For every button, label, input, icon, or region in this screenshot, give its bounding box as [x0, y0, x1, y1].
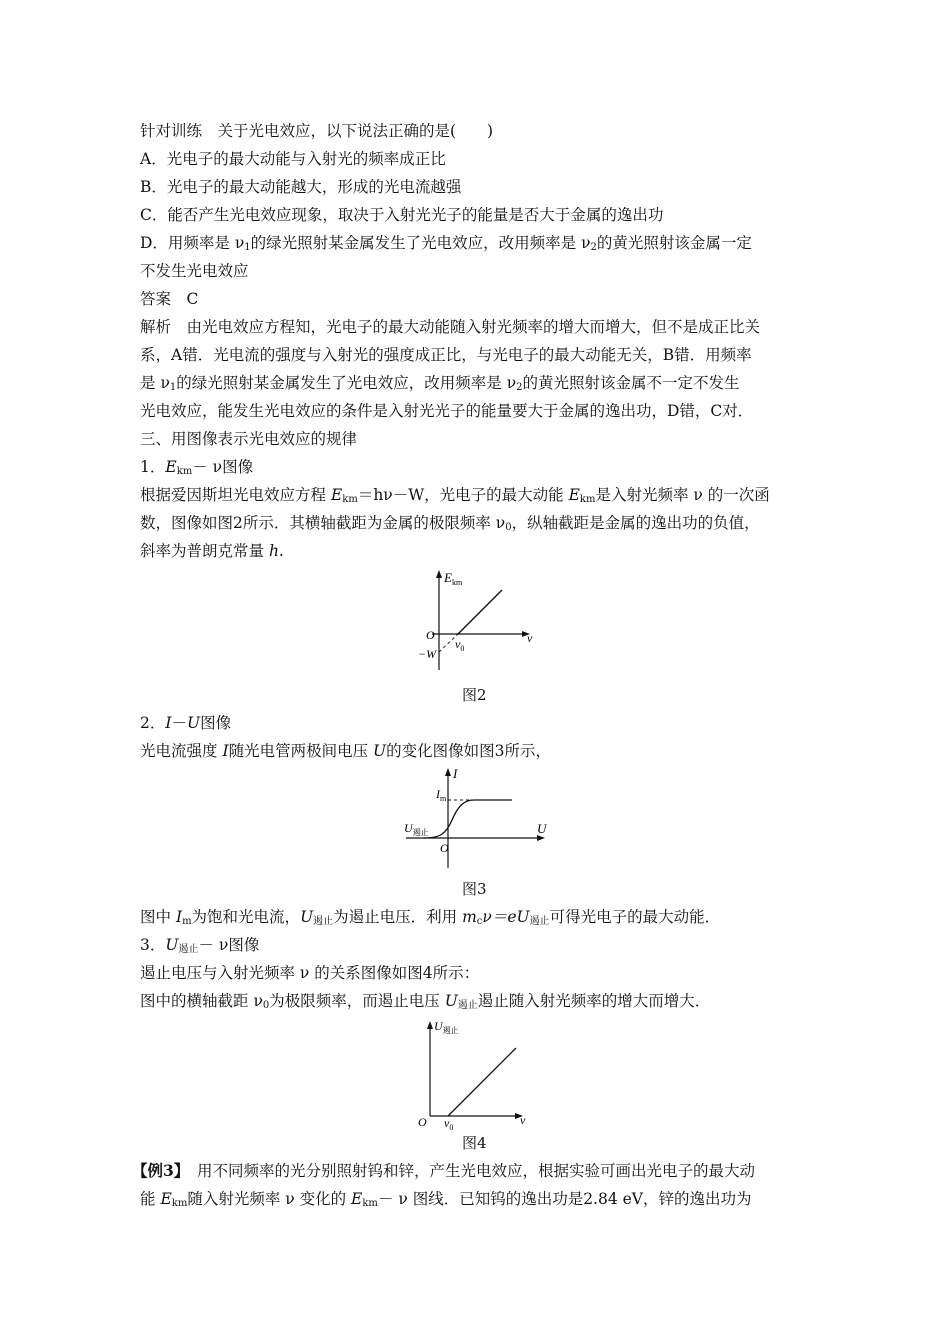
- option-a: A．光电子的最大动能与入射光的频率成正比: [140, 150, 446, 168]
- fig4-x-label: ν: [520, 1113, 526, 1127]
- fig3-y-arrow: [445, 768, 451, 776]
- analysis-line3: 是 $\nu_1$的绿光照射某金属发生了光电效应，改用频率是 $\nu_2$的黄光照射该金属不一定不发生: [140, 374, 740, 393]
- figure-4: [412, 1016, 542, 1130]
- fig4-y-arrow: [427, 1021, 433, 1029]
- fig3-caption: 图3: [462, 880, 487, 898]
- sub1-para-line1: 根据爱因斯坦光电效应方程 $E_{km}=h\nu-W$，光电子的最大动能 $E_{km}$是入射光频率 ν 的一次函: [140, 486, 770, 505]
- option-d-line2: 不发生光电效应: [140, 262, 249, 280]
- figure-3: [402, 764, 562, 874]
- example3-line2: 能 $E_{km}$随入射光频率 ν 变化的 $E_{km}- \nu$ 图线．已知钨的逸出功是2.84 eV，锌的逸出功为: [140, 1190, 752, 1209]
- sub1-heading: 1．$E_{km}- \nu$图像: [140, 458, 254, 477]
- fig4-line: [448, 1048, 516, 1116]
- fig2-solid-line: [458, 590, 502, 634]
- fig3-curve: [424, 800, 512, 838]
- fig4-y-label: $U_{遏止}$: [434, 1019, 459, 1035]
- sub2-heading: 2．I－U图像: [140, 714, 232, 732]
- exercise-question: 针对训练 关于光电效应，以下说法正确的是( ): [140, 122, 494, 140]
- fig4-origin: O: [418, 1115, 427, 1129]
- fig2-x-label: ν: [527, 631, 533, 645]
- option-c: C．能否产生光电效应现象，取决于入射光光子的能量是否大于金属的逸出功: [140, 206, 664, 224]
- sub2-para-line2: 图中 $I_m$为饱和光电流，$U_{遏止}$为遏止电压．利用 $m_c\nu=eU_{遏止}$可得光电子的最大动能．: [140, 908, 721, 927]
- option-d-line1: D．用频率是 $\nu_1$的绿光照射某金属发生了光电效应，改用频率是 $\nu_2$的黄光照射该金属一定: [140, 234, 752, 253]
- fig2-neg-w: −W: [418, 647, 437, 661]
- fig2-caption: 图2: [462, 686, 487, 704]
- fig3-x-label: U: [537, 821, 547, 836]
- sub3-heading: 3．$U_{遏止}- \nu$图像: [140, 936, 260, 955]
- fig3-origin: O: [440, 841, 449, 855]
- fig2-origin: O: [426, 628, 435, 642]
- fig3-ustop-label: $U_{遏止}$: [404, 821, 429, 837]
- option-b: B．光电子的最大动能越大，形成的光电流越强: [140, 178, 462, 196]
- analysis-line1: 解析 由光电效应方程知，光电子的最大动能随入射光频率的增大而增大，但不是成正比关: [140, 318, 761, 336]
- fig4-caption: 图4: [462, 1134, 487, 1152]
- fig3-im-label: $I_m$: [436, 787, 447, 803]
- figure-2: [410, 566, 550, 678]
- analysis-line4: 光电效应，能发生光电效应的条件是入射光光子的能量要大于金属的逸出功，D错，C对．: [140, 402, 754, 420]
- analysis-line2: 系，A错．光电流的强度与入射光的强度成正比，与光电子的最大动能无关，B错．用频率: [140, 346, 752, 364]
- fig2-nu0: $\nu_0$: [455, 637, 465, 653]
- sub2-para-line1: 光电流强度 I随光电管两极间电压 U的变化图像如图3所示，: [140, 742, 551, 760]
- sub1-para-line3: 斜率为普朗克常量 h.: [140, 542, 284, 560]
- fig3-y-label: I: [453, 766, 458, 781]
- section-heading: 三、用图像表示光电效应的规律: [140, 430, 358, 448]
- sub3-para-line2: 图中的横轴截距 $\nu_0$为极限频率，而遏止电压 $U_{遏止}$遏止随入射光频率的增大而增大．: [140, 992, 711, 1011]
- example3-line1: 【例3】 用不同频率的光分别照射钨和锌，产生光电效应，根据实验可画出光电子的最大动: [132, 1161, 756, 1180]
- sub1-para-line2: 数，图像如图2所示．其横轴截距为金属的极限频率 $\nu_0$，纵轴截距是金属的逸出功的负值，: [140, 514, 760, 533]
- fig4-nu0: $\nu_0$: [444, 1116, 454, 1130]
- fig2-y-label: $E_{km}$: [444, 570, 463, 587]
- sub3-para-line1: 遏止电压与入射光频率 ν 的关系图像如图4所示：: [140, 964, 480, 982]
- answer: 答案 C: [140, 290, 199, 308]
- fig2-y-arrow: [436, 570, 442, 578]
